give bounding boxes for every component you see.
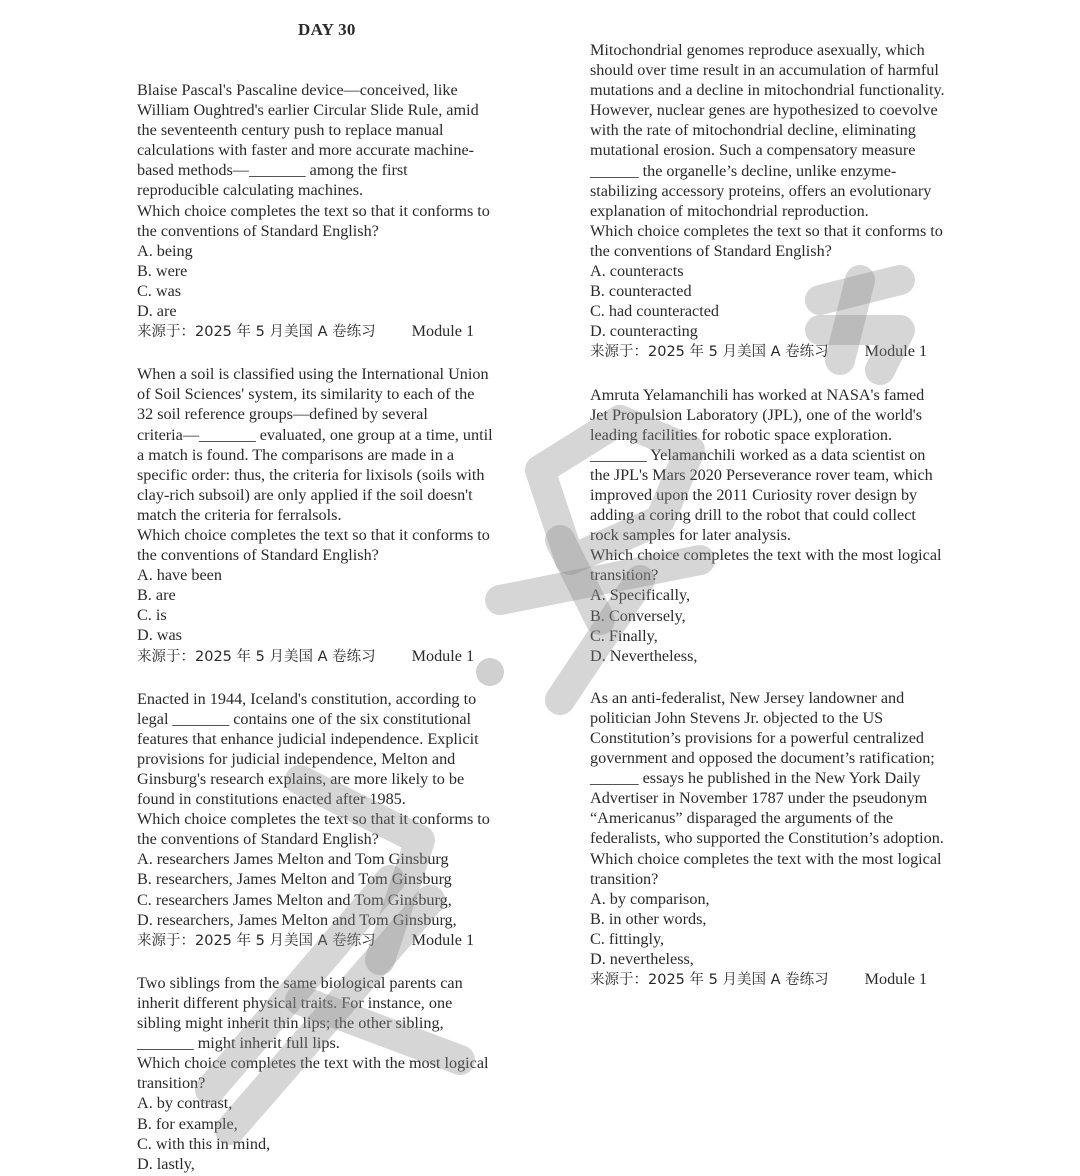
passage-line: improved upon the 2011 Curiosity rover design by (590, 485, 918, 504)
question-prompt-line: the conventions of Standard English? (590, 241, 832, 260)
question-prompt-line: transition? (590, 566, 659, 585)
question-prompt-line: Which choice completes the text with the most logical (590, 849, 942, 868)
passage-line: clay-rich subsoil) are only applied if the soil doesn't (137, 485, 473, 504)
answer-option: A. researchers James Melton and Tom Ginsburg (137, 850, 449, 869)
answer-option: D. counteracting (590, 322, 698, 341)
passage-line: with the rate of mitochondrial decline, eliminating (590, 121, 916, 140)
page-title: DAY 30 (298, 20, 356, 39)
passage-line: As an anti-federalist, New Jersey landowner and (590, 688, 905, 707)
module-label: Module 1 (411, 930, 475, 949)
passage-line: Mitochondrial genomes reproduce asexually, which (590, 41, 925, 59)
passage-line: provisions for judicial independence, Melton and (137, 749, 456, 768)
question-prompt-line: Which choice completes the text so that it conforms to (137, 810, 490, 829)
passage-line: inherit different physical traits. For instance, one (137, 993, 453, 1012)
module-label: Module 1 (864, 342, 928, 361)
passage-line: based methods—_______ among the first (137, 161, 408, 180)
passage-line: Constitution’s provisions for a powerful centralized (590, 729, 925, 747)
spacer (137, 951, 527, 973)
passage-line: found in constitutions enacted after 1985. (137, 790, 406, 809)
answer-option: D. Nevertheless, (590, 646, 698, 665)
passage-line: leading facilities for robotic space exploration. (590, 425, 893, 444)
answer-option: A. Specifically, (590, 586, 691, 605)
passage-line: the seventeenth century push to replace manual (137, 121, 444, 140)
left-column (137, 80, 527, 1174)
source-line (137, 930, 527, 951)
source-line (137, 321, 527, 342)
question-prompt-line: transition? (137, 1074, 206, 1093)
source-line (590, 969, 980, 990)
question-prompt-line: Which choice completes the text with the most logical (590, 546, 942, 565)
passage-line: specific order: thus, the criteria for lixisols (soils with (137, 465, 485, 484)
source-text: 来源于：2025 年 5 月美国 A 卷练习 (590, 344, 829, 361)
answer-option: B. are (137, 586, 176, 605)
answer-option: C. researchers James Melton and Tom Ginsburg, (137, 890, 452, 909)
spacer (590, 363, 980, 385)
passage-line: ______ the organelle’s decline, unlike enzyme- (590, 161, 897, 180)
answer-option: B. counteracted (590, 282, 692, 301)
question-block (137, 689, 527, 951)
question-prompt-line: transition? (590, 869, 659, 888)
source-text: 来源于：2025 年 5 月美国 A 卷练习 (137, 648, 376, 665)
passage-line: _______ might inherit full lips. (137, 1034, 340, 1053)
answer-option: A. have been (137, 566, 222, 585)
question-block (137, 364, 527, 666)
question-prompt-line: the conventions of Standard English? (137, 830, 379, 849)
passage-line: criteria—_______ evaluated, one group at a time, until (137, 425, 493, 444)
module-label: Module 1 (411, 646, 475, 665)
answer-option: C. was (137, 281, 182, 300)
passage-line: the JPL's Mars 2020 Perseverance rover team, which (590, 465, 933, 484)
answer-option: B. in other words, (590, 909, 707, 928)
passage-line: William Oughtred's earlier Circular Slide Rule, amid (137, 101, 479, 120)
question-block (590, 40, 980, 363)
question-prompt-line: Which choice completes the text so that it conforms to (137, 525, 490, 544)
question-prompt-line: Which choice completes the text so that it conforms to (137, 201, 490, 220)
passage-line: However, nuclear genes are hypothesized to coevolve (590, 101, 938, 120)
module-label: Module 1 (411, 322, 475, 341)
source-text: 来源于：2025 年 5 月美国 A 卷练习 (590, 972, 829, 989)
passage-line: Enacted in 1944, Iceland's constitution, according to (137, 689, 477, 708)
source-text: 来源于：2025 年 5 月美国 A 卷练习 (137, 324, 376, 341)
source-line (137, 646, 527, 667)
passage-line: 32 soil reference groups—defined by several (137, 405, 428, 424)
passage-line: Blaise Pascal's Pascaline device—conceived, like (137, 81, 458, 99)
passage-line: government and opposed the document’s ratification; (590, 749, 935, 768)
passage-line: calculations with faster and more accurate machine- (137, 141, 475, 160)
passage-line: Jet Propulsion Laboratory (JPL), one of the world's (590, 405, 923, 424)
passage-line: legal _______ contains one of the six constitutional (137, 709, 472, 728)
passage-line: mutational erosion. Such a compensatory measure (590, 141, 916, 160)
answer-option: A. by comparison, (590, 889, 710, 908)
right-column (590, 40, 980, 990)
answer-option: D. lastly, (137, 1154, 195, 1173)
passage-line: sibling might inherit thin lips; the other sibling, (137, 1014, 444, 1033)
passage-line: _______ Yelamanchili worked as a data scientist on (590, 445, 926, 464)
question-block (137, 80, 527, 342)
source-text: 来源于：2025 年 5 月美国 A 卷练习 (137, 932, 376, 949)
answer-option: D. are (137, 302, 177, 321)
answer-option: A. counteracts (590, 262, 684, 281)
answer-option: D. researchers, James Melton and Tom Ginsburg, (137, 910, 457, 929)
question-block (137, 973, 527, 1174)
question-prompt-line: Which choice completes the text with the most logical (137, 1054, 489, 1073)
answer-option: D. was (137, 626, 182, 645)
passage-line: reproducible calculating machines. (137, 181, 364, 200)
passage-line: Ginsburg's research explains, are more likely to be (137, 770, 465, 788)
question-prompt-line: the conventions of Standard English? (137, 546, 379, 565)
question-block (590, 385, 980, 666)
passage-line: Advertiser in November 1787 under the pseudonym (590, 789, 928, 808)
passage-line: Two siblings from the same biological parents can (137, 973, 463, 992)
answer-option: C. had counteracted (590, 302, 719, 321)
answer-option: C. fittingly, (590, 929, 665, 948)
passage-line: should over time result in an accumulation of harmful (590, 61, 939, 80)
question-prompt-line: the conventions of Standard English? (137, 221, 379, 240)
answer-option: C. is (137, 606, 167, 625)
passage-line: match the criteria for ferralsols. (137, 505, 342, 524)
passage-line: explanation of mitochondrial reproduction. (590, 201, 869, 220)
passage-line: adding a coring drill to the robot that could collect (590, 506, 916, 525)
spacer (137, 667, 527, 689)
answer-option: B. Conversely, (590, 606, 686, 625)
module-label: Module 1 (864, 970, 928, 989)
passage-line: ______ essays he published in the New York Daily (590, 769, 921, 788)
passage-line: mutations and a decline in mitochondrial functionality. (590, 81, 945, 100)
answer-option: B. for example, (137, 1114, 238, 1133)
passage-line: of Soil Sciences' system, its similarity to each of the (137, 385, 475, 404)
answer-option: D. nevertheless, (590, 950, 694, 969)
passage-line: stabilizing accessory proteins, offers an evolutionary (590, 181, 932, 200)
passage-line: a match is found. The comparisons are made in a (137, 445, 455, 464)
answer-option: C. with this in mind, (137, 1134, 271, 1153)
passage-line: federalists, who supported the Constitution’s adoption. (590, 829, 944, 848)
answer-option: C. Finally, (590, 626, 658, 645)
answer-option: A. being (137, 241, 193, 260)
passage-line: “Americanus” disparaged the arguments of the (590, 809, 894, 828)
passage-line: politician John Stevens Jr. objected to the US (590, 708, 884, 727)
spacer (137, 342, 527, 364)
source-line (590, 341, 980, 362)
question-block (590, 688, 980, 990)
passage-line: features that enhance judicial independence. Explicit (137, 729, 479, 748)
passage-line: rock samples for later analysis. (590, 526, 791, 545)
answer-option: B. researchers, James Melton and Tom Ginsburg (137, 870, 452, 889)
passage-line: When a soil is classified using the International Union (137, 365, 489, 384)
question-prompt-line: Which choice completes the text so that it conforms to (590, 221, 943, 240)
answer-option: B. were (137, 261, 188, 280)
spacer (590, 666, 980, 688)
answer-option: A. by contrast, (137, 1094, 233, 1113)
passage-line: Amruta Yelamanchili has worked at NASA's famed (590, 385, 925, 404)
